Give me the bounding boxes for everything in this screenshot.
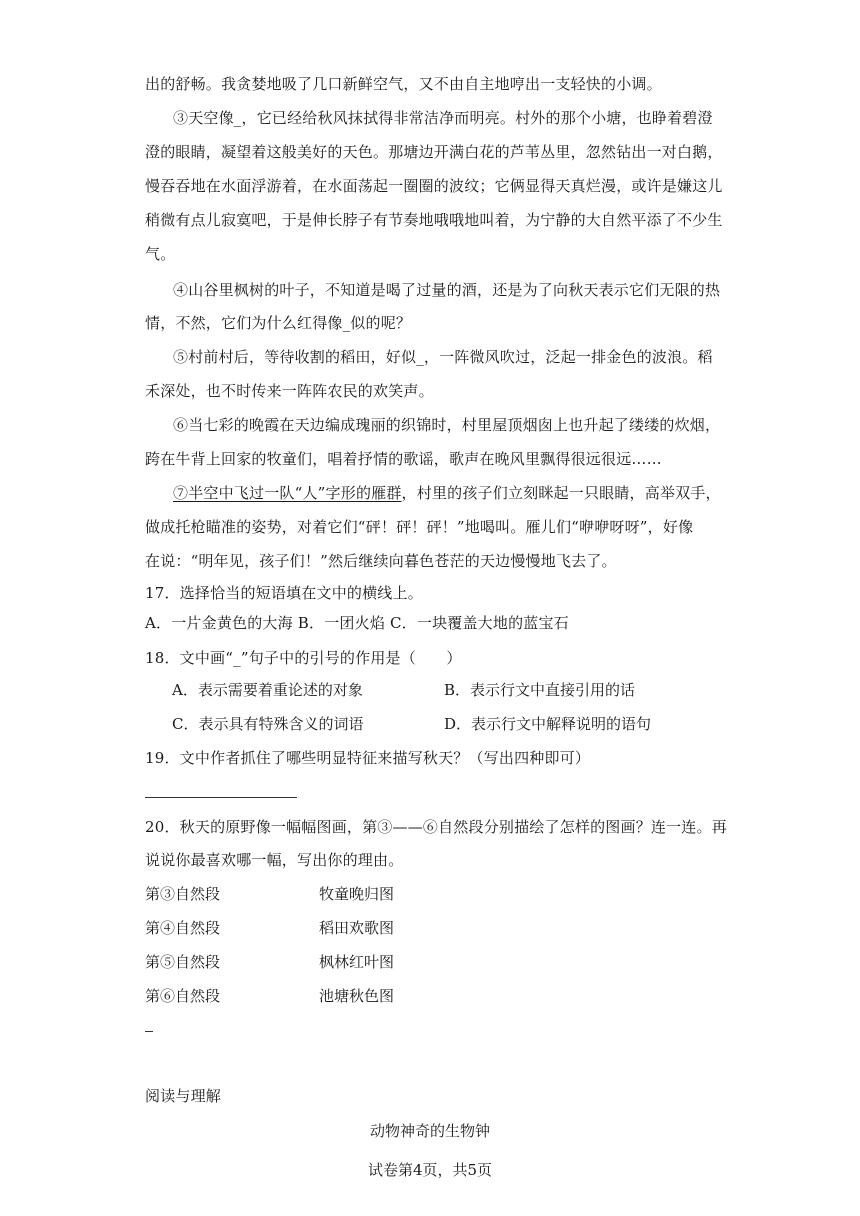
matching-left-item[interactable]: 第④自然段 [145,919,221,937]
paragraph-4-line: ④山谷里枫树的叶子，不知道是喝了过量的酒，还是为了向秋天表示它们无限的热 [173,281,721,299]
paragraph-7-rest: ，村里的孩子们立刻眯起一只眼睛，高举双手， [401,484,721,502]
paragraph-3-line: 澄的眼睛，凝望着这般美好的天色。那塘边开满白花的芦苇丛里，忽然钻出一对白鹅， [145,143,723,161]
matching-left-item[interactable]: 第③自然段 [145,885,221,903]
paragraph-3-line: 稍微有点儿寂寞吧，于是伸长脖子有节奏地哦哦地叫着，为宁静的大自然平添了不少生 [145,211,723,229]
option-d[interactable]: D．表示行文中解释说明的语句 [444,715,652,733]
option-c[interactable]: C．表示具有特殊含义的词语 [172,715,364,733]
matching-right-item[interactable]: 牧童晚归图 [319,885,395,903]
matching-left-item[interactable]: 第⑥自然段 [145,987,221,1005]
paragraph-7-line: 在说：“明年见，孩子们！”然后继续向暮色苍茫的天边慢慢地飞去了。 [145,552,617,570]
question-17-options: A．一片金黄色的大海 B．一团火焰 C．一块覆盖大地的蓝宝石 [145,614,569,632]
passage-line: 出的舒畅。我贪婪地吸了几口新鲜空气，又不由自主地哼出一支轻快的小调。 [145,75,662,93]
section-label: 阅读与理解 [145,1087,222,1105]
paragraph-3-line: 慢吞吞地在水面浮游着，在水面荡起一圈圈的波纹；它俩显得天真烂漫，或许是嫌这儿 [145,177,723,195]
answer-line[interactable] [145,797,297,798]
paragraph-4-line: 情，不然，它们为什么红得像_似的呢？ [145,314,412,332]
matching-right-item[interactable]: 池塘秋色图 [319,987,395,1005]
paragraph-5-line: ⑤村前村后，等待收割的稻田，好似_，一阵微风吹过，泛起一排金色的波浪。稻 [173,348,713,366]
question-17-prompt: 17．选择恰当的短语填在文中的横线上。 [145,584,423,602]
paragraph-7-line [173,483,721,503]
question-19-prompt: 19．文中作者抓住了哪些明显特征来描写秋天？（写出四种即可） [145,749,591,767]
paragraph-6-line: ⑥当七彩的晚霞在天边编成瑰丽的织锦时，村里屋顶烟囱上也升起了缕缕的炊烟， [173,416,721,434]
paragraph-7-line: 做成托枪瞄准的姿势，对着它们“砰！砰！砰！”地喝叫。雁儿们“咿咿呀呀”，好像 [145,518,694,536]
question-18-prompt: 18．文中画“_”句子中的引号的作用是（ ） [145,649,462,667]
question-20-prompt: 20．秋天的原野像一幅幅图画，第③——⑥自然段分别描绘了怎样的图画？连一连。再 [145,818,727,836]
paragraph-3-line: ③天空像_，它已经给秋风抹拭得非常洁净而明亮。村外的那个小塘，也睁着碧澄 [173,109,713,127]
underlined-sentence: ⑦半空中飞过一队“人”字形的雁群 [173,484,402,502]
matching-right-item[interactable]: 枫林红叶图 [319,953,395,971]
matching-left-item[interactable]: 第⑤自然段 [145,953,221,971]
answer-blank-mark[interactable] [145,1031,153,1032]
paragraph-3-line: 气。 [145,245,176,263]
paragraph-5-line: 禾深处，也不时传来一阵阵农民的欢笑声。 [145,382,434,400]
question-20-prompt: 说说你最喜欢哪一幅，写出你的理由。 [145,851,404,869]
paragraph-6-line: 跨在牛背上回家的牧童们，唱着抒情的歌谣，歌声在晚风里飘得很远很远…… [145,450,662,468]
option-a[interactable]: A．表示需要着重论述的对象 [172,681,363,699]
article-title: 动物神奇的生物钟 [369,1122,490,1140]
matching-right-item[interactable]: 稻田欢歌图 [319,919,395,937]
option-b[interactable]: B．表示行文中直接引用的话 [444,681,636,699]
page-footer: 试卷第4页，共5页 [367,1161,493,1179]
